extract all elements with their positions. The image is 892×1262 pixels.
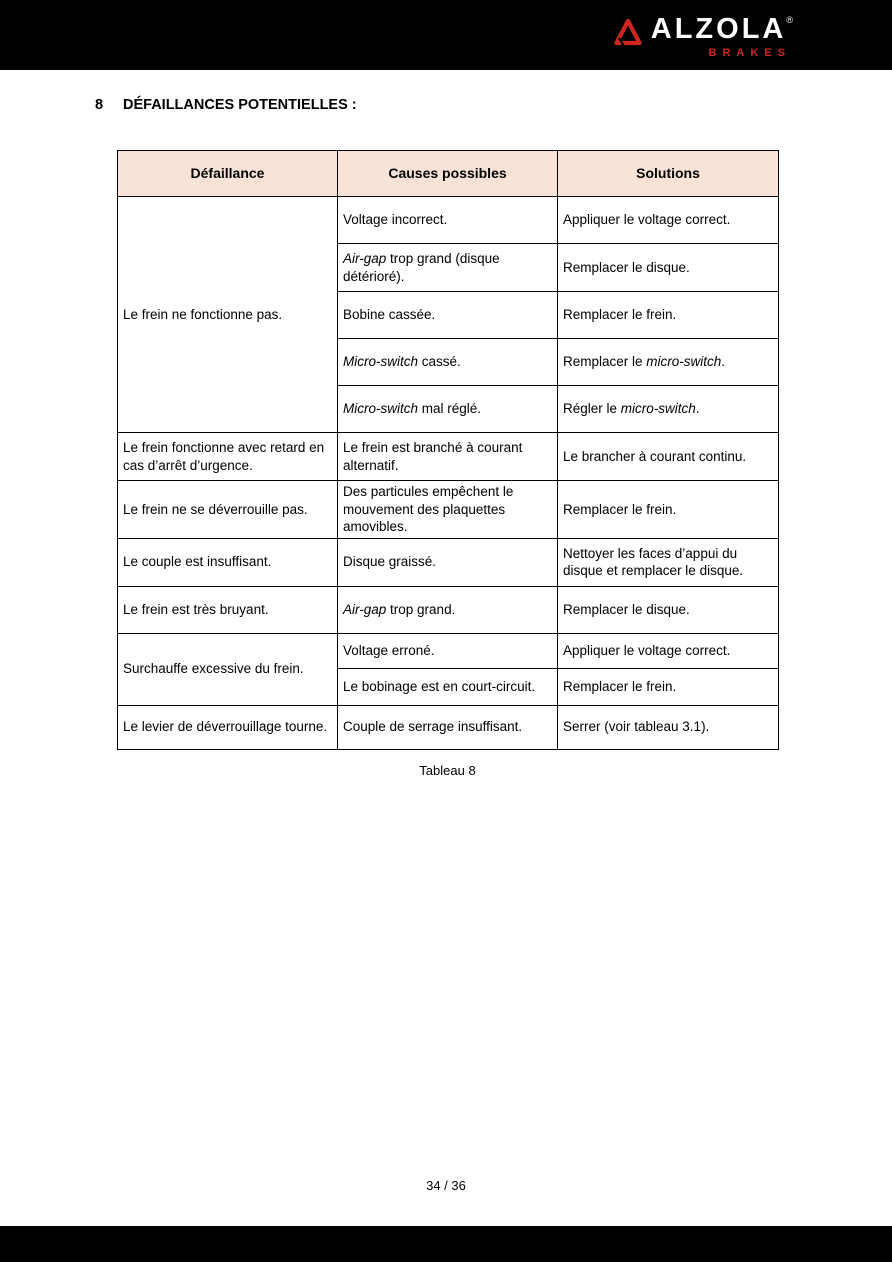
text: Nettoyer les faces d’appui du disque et remplacer le disque. [563,545,744,579]
text: mal réglé. [418,401,482,417]
text: Appliquer le voltage correct. [563,642,731,658]
table-cell [558,633,779,668]
text: Remplacer le frein. [563,307,677,323]
text: Voltage incorrect. [343,212,448,228]
text: Bobine cassée. [343,307,436,323]
text: Couple de serrage insuffisant. [343,719,523,735]
text: Surchauffe excessive du frein. [123,661,304,677]
italic-text: Micro-switch [343,401,419,417]
text: Le frein est très bruyant. [123,601,269,617]
text: Le bobinage est en court-circuit. [343,678,536,694]
text: Régler le [563,401,621,417]
italic-text: micro-switch [646,354,722,370]
table-row [118,538,779,586]
text: Des particules empêchent le mouvement des plaquettes amovibles. [343,484,514,535]
table-header-row [118,151,779,197]
failures-table [117,150,779,750]
brand-name: ALZOLA [650,13,787,45]
text: Le frein ne fonctionne pas. [123,306,283,322]
table-cell [338,538,558,586]
text: Remplacer le disque. [563,259,690,275]
table-cell [118,633,338,705]
table-cell [558,705,779,749]
text: Le brancher à courant continu. [563,448,747,464]
table-cell [118,705,338,749]
text: Le frein ne se déverrouille pas. [123,501,308,517]
table-row [118,197,779,244]
text: Remplacer le frein. [563,501,677,517]
table-cell [558,292,779,339]
table-cell [558,586,779,633]
table-cell [558,386,779,433]
table-cell [118,433,338,481]
triangle-logo-icon [614,17,642,47]
section-number: 8 [95,97,104,113]
section-heading [95,97,357,113]
text: Le levier de déverrouillage tourne. [123,719,328,735]
italic-text: Air-gap [343,601,387,617]
text: Disque graissé. [343,554,437,570]
table-cell [338,386,558,433]
text: Le frein fonctionne avec retard en cas d’arrêt d’urgence. [123,439,325,473]
text: . [721,354,726,370]
table-cell [338,705,558,749]
table-row [118,586,779,633]
text: Le couple est insuffisant. [123,554,272,570]
table-cell [338,433,558,481]
table-row [118,151,779,197]
table-cell [558,433,779,481]
table-cell [558,244,779,292]
column-header: Solutions [558,151,779,197]
registered-mark: ® [786,15,793,25]
table-cell [118,481,338,539]
table-cell [558,668,779,705]
table-cell [118,586,338,633]
table-cell [338,586,558,633]
table-cell [118,197,338,433]
text: Remplacer le disque. [563,601,690,617]
text: Voltage erroné. [343,642,435,658]
text: Remplacer le frein. [563,678,677,694]
table-row [118,481,779,539]
table-cell [558,538,779,586]
table-cell [338,481,558,539]
brand-subtitle: BRAKES [708,47,791,59]
table-cell [338,633,558,668]
table-cell [558,197,779,244]
italic-text: Air-gap [343,250,387,266]
table-caption: Tableau 8 [419,763,476,778]
italic-text: Micro-switch [343,354,419,370]
table-cell [338,339,558,386]
table-cell [558,339,779,386]
header-bar [0,0,892,70]
text: Serrer (voir tableau 3.1). [563,719,710,735]
table-cell [338,197,558,244]
section-title: DÉFAILLANCES POTENTIELLES : [123,97,357,113]
text: . [695,401,700,417]
text: Appliquer le voltage correct. [563,212,731,228]
brand-logo [614,15,793,59]
table-cell [118,538,338,586]
page-number: 34 / 36 [426,1178,466,1193]
text: Remplacer le [563,354,647,370]
table-cell [338,244,558,292]
text: Le frein est branché à courant alternatif. [343,439,523,473]
column-header: Causes possibles [338,151,558,197]
column-header: Défaillance [118,151,338,197]
text: trop grand (disque détérioré). [343,250,500,284]
footer-bar [0,1226,892,1262]
table-cell [338,292,558,339]
table-cell [558,481,779,539]
italic-text: micro-switch [620,401,696,417]
table-row [118,705,779,749]
table-body [118,197,779,750]
text: cassé. [418,354,461,370]
table-row [118,633,779,668]
table-cell [338,668,558,705]
table-row [118,433,779,481]
text: trop grand. [386,601,456,617]
